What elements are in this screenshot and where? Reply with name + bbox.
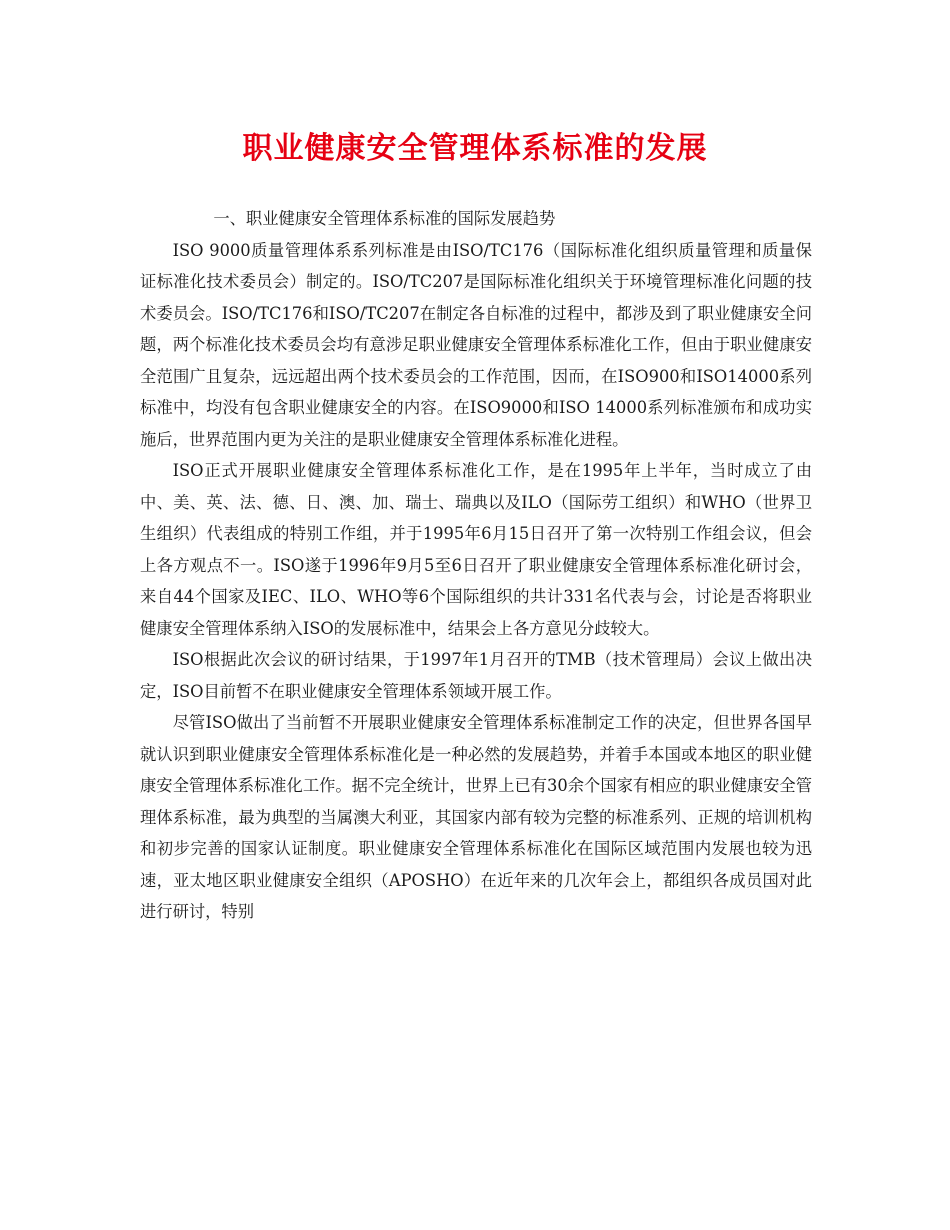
paragraph-iso-9000-background: ISO 9000质量管理体系系列标准是由ISO/TC176（国际标准化组织质量管理和质量保证标准化技术委员会）制定的。ISO/TC207是国际标准化组织关于环境管理标准化问题的技术委员会。ISO/TC176和ISO/TC207在制定各自标准的过程中，都涉及到了职业健康安全问题，两个标准化技术委员会均有意涉足职业健康安全管理体系标准化工作，但由于职业健康安全范围广且复杂，远远超出两个技术委员会的工作范围，因而，在ISO900和ISO14000系列标准中，均没有包含职业健康安全的内容。在ISO9000和ISO 14000系列标准颁布和成功实施后，世界范围内更为关注的是职业健康安全管理体系标准化进程。 [140,240,812,449]
paragraph-tmb-decision: ISO根据此次会议的研讨结果，于1997年1月召开的TMB（技术管理局）会议上做出决定，ISO目前暂不在职业健康安全管理体系领域开展工作。 [140,650,812,701]
document-title: 职业健康安全管理体系标准的发展 [242,131,708,166]
document-body [140,203,812,928]
section-heading: 一、职业健康安全管理体系标准的国际发展趋势 [213,209,556,228]
paragraph-iso-1995-working-group: ISO正式开展职业健康安全管理体系标准化工作，是在1995年上半年，当时成立了由中、美、英、法、德、日、澳、加、瑞士、瑞典以及ILO（国际劳工组织）和WHO（世界卫生组织）代表组成的特别工作组，并于1995年6月15日召开了第一次特别工作组会议，但会上各方观点不一。ISO遂于1996年9月5至6日召开了职业健康安全管理体系标准化研讨会，来自44个国家及IEC、ILO、WHO等6个国际组织的共计331名代表与会，讨论是否将职业健康安全管理体系纳入ISO的发展标准中，结果会上各方意见分歧较大。 [140,461,812,638]
paragraph-global-trend: 尽管ISO做出了当前暂不开展职业健康安全管理体系标准制定工作的决定，但世界各国早就认识到职业健康安全管理体系标准化是一种必然的发展趋势，并着手本国或本地区的职业健康安全管理体系标准化工作。据不完全统计，世界上已有30余个国家有相应的职业健康安全管理体系标准，最为典型的当属澳大利亚，其国家内部有较为完整的标准系列、正规的培训机构和初步完善的国家认证制度。职业健康安全管理体系标准化在国际区域范围内发展也较为迅速，亚太地区职业健康安全组织（APOSHO）在近年来的几次年会上，都组织各成员国对此进行研讨，特别 [140,713,812,921]
